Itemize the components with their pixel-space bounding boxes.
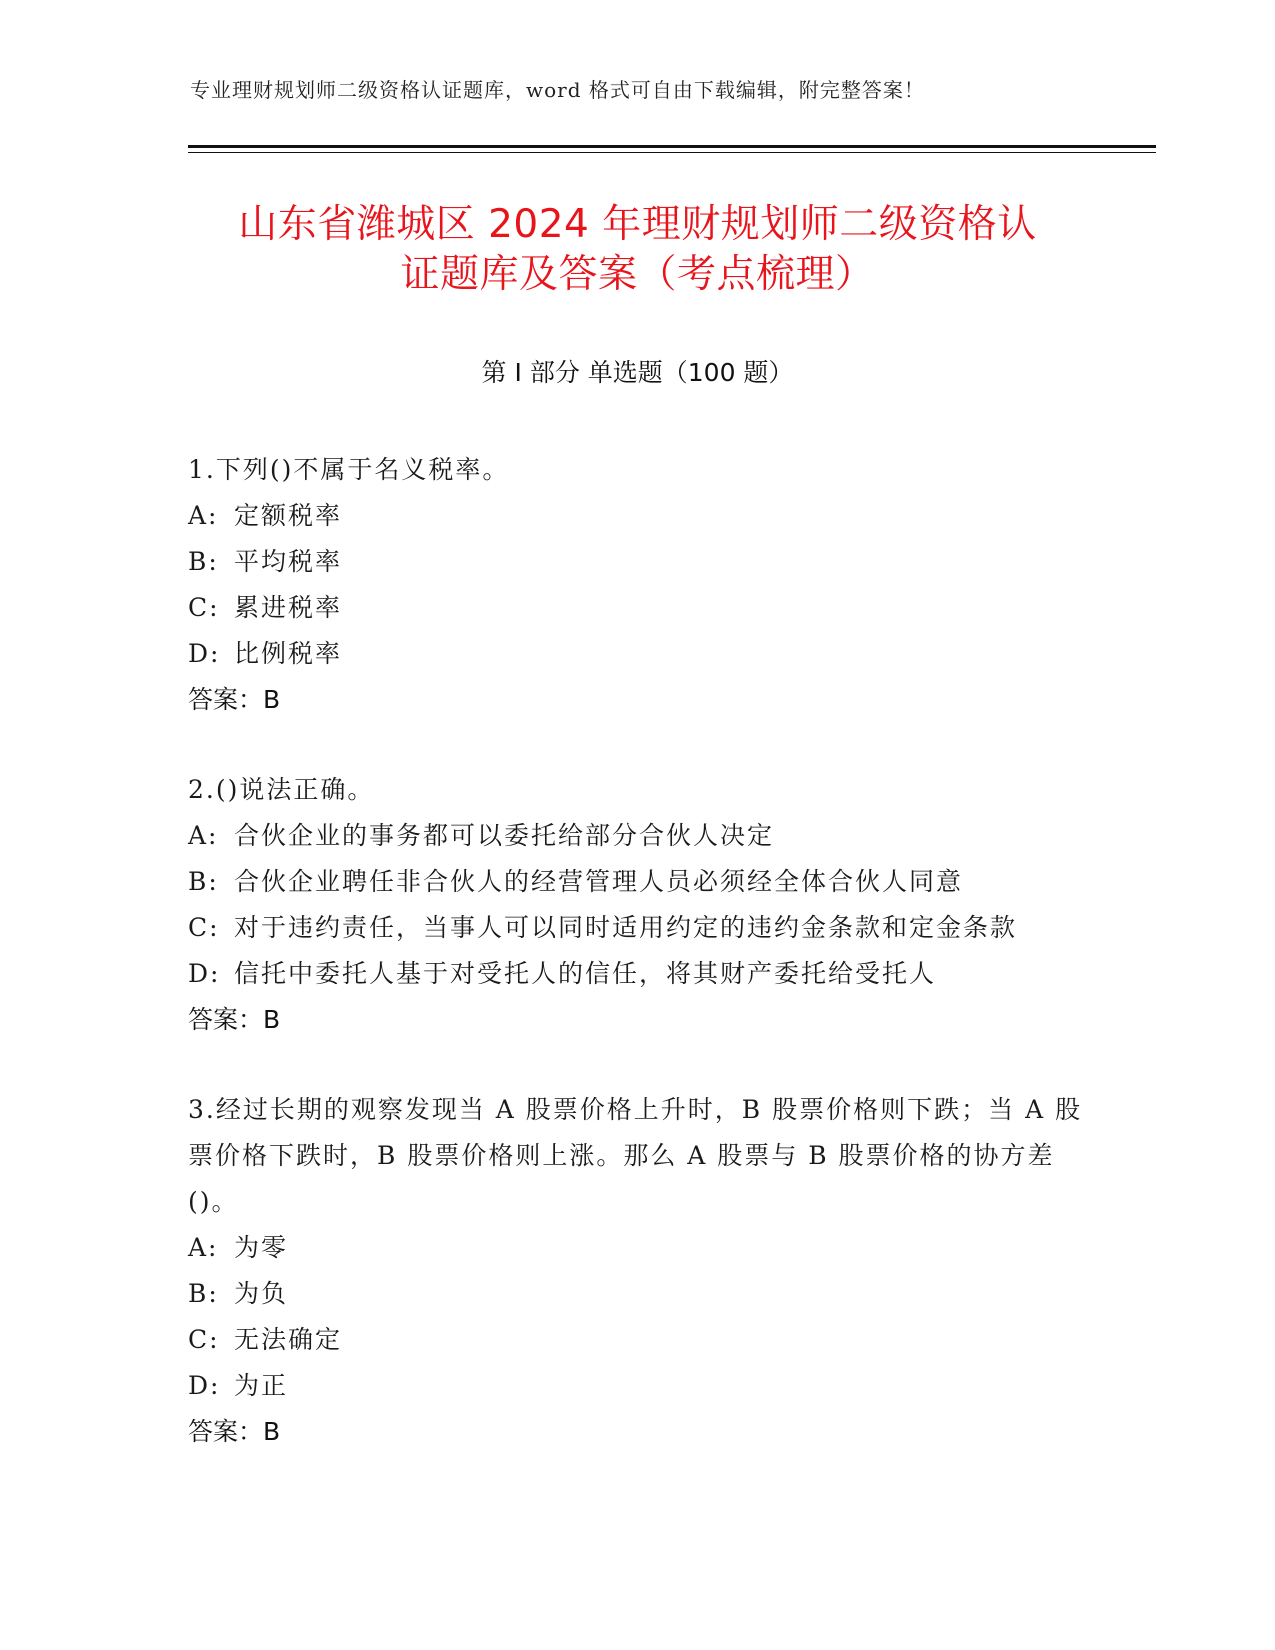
question-option: [188, 1317, 1088, 1363]
option-text: 为零: [234, 1233, 289, 1262]
question-list: [188, 447, 1088, 1499]
title-line-1: 山东省潍城区 2024 年理财规划师二级资格认: [238, 202, 1037, 247]
question-option: [188, 951, 1088, 997]
option-text: 合伙企业聘任非合伙人的经营管理人员必须经全体合伙人同意: [234, 867, 964, 896]
question-answer: 答案：B: [188, 1005, 281, 1034]
question-answer: 答案：B: [188, 685, 281, 714]
option-key: D:: [188, 639, 221, 668]
header-rule-thick: [188, 145, 1156, 148]
option-text: 比例税率: [234, 639, 343, 668]
question-option: [188, 493, 1088, 539]
option-key: D:: [188, 1371, 221, 1400]
option-key: A:: [188, 501, 219, 530]
question-stem: 2.()说法正确。: [188, 775, 375, 804]
question-stem: 3.经过长期的观察发现当 A 股票价格上升时，B 股票价格则下跌；当 A 股票价格下跌时，B 股票价格则上涨。那么 A 股票与 B 股票价格的协方差()。: [188, 1095, 1083, 1216]
option-text: 累进税率: [234, 593, 343, 622]
question-option: [188, 1271, 1088, 1317]
header-rule-thin: [188, 152, 1156, 153]
question-answer: 答案：B: [188, 1417, 281, 1446]
question-item: [188, 767, 1088, 1043]
option-key: C:: [188, 593, 220, 622]
option-text: 定额税率: [234, 501, 343, 530]
question-option: [188, 859, 1088, 905]
option-key: A:: [188, 1233, 219, 1262]
question-option: [188, 1225, 1088, 1271]
question-option: [188, 813, 1088, 859]
document-title: [150, 200, 1125, 300]
question-option: [188, 585, 1088, 631]
question-item: [188, 447, 1088, 723]
option-text: 平均税率: [234, 547, 343, 576]
option-key: D:: [188, 959, 221, 988]
header-note: 专业理财规划师二级资格认证题库，word 格式可自由下载编辑，附完整答案！: [190, 78, 925, 102]
option-text: 合伙企业的事务都可以委托给部分合伙人决定: [234, 821, 775, 850]
question-option: [188, 631, 1088, 677]
question-stem: 1.下列()不属于名义税率。: [188, 455, 510, 484]
option-key: C:: [188, 1325, 220, 1354]
option-key: C:: [188, 913, 220, 942]
section-title: 第 I 部分 单选题（100 题）: [481, 358, 794, 387]
question-option: [188, 905, 1088, 951]
option-text: 无法确定: [234, 1325, 343, 1354]
option-key: B:: [188, 1279, 219, 1308]
option-key: B:: [188, 547, 219, 576]
option-text: 对于违约责任，当事人可以同时适用约定的违约金条款和定金条款: [234, 913, 1018, 942]
question-item: [188, 1087, 1088, 1455]
question-option: [188, 539, 1088, 585]
option-text: 信托中委托人基于对受托人的信任，将其财产委托给受托人: [234, 959, 937, 988]
title-line-2: 证题库及答案（考点梳理）: [400, 252, 875, 297]
option-key: A:: [188, 821, 219, 850]
option-text: 为负: [234, 1279, 289, 1308]
option-key: B:: [188, 867, 219, 896]
option-text: 为正: [234, 1371, 289, 1400]
question-option: [188, 1363, 1088, 1409]
